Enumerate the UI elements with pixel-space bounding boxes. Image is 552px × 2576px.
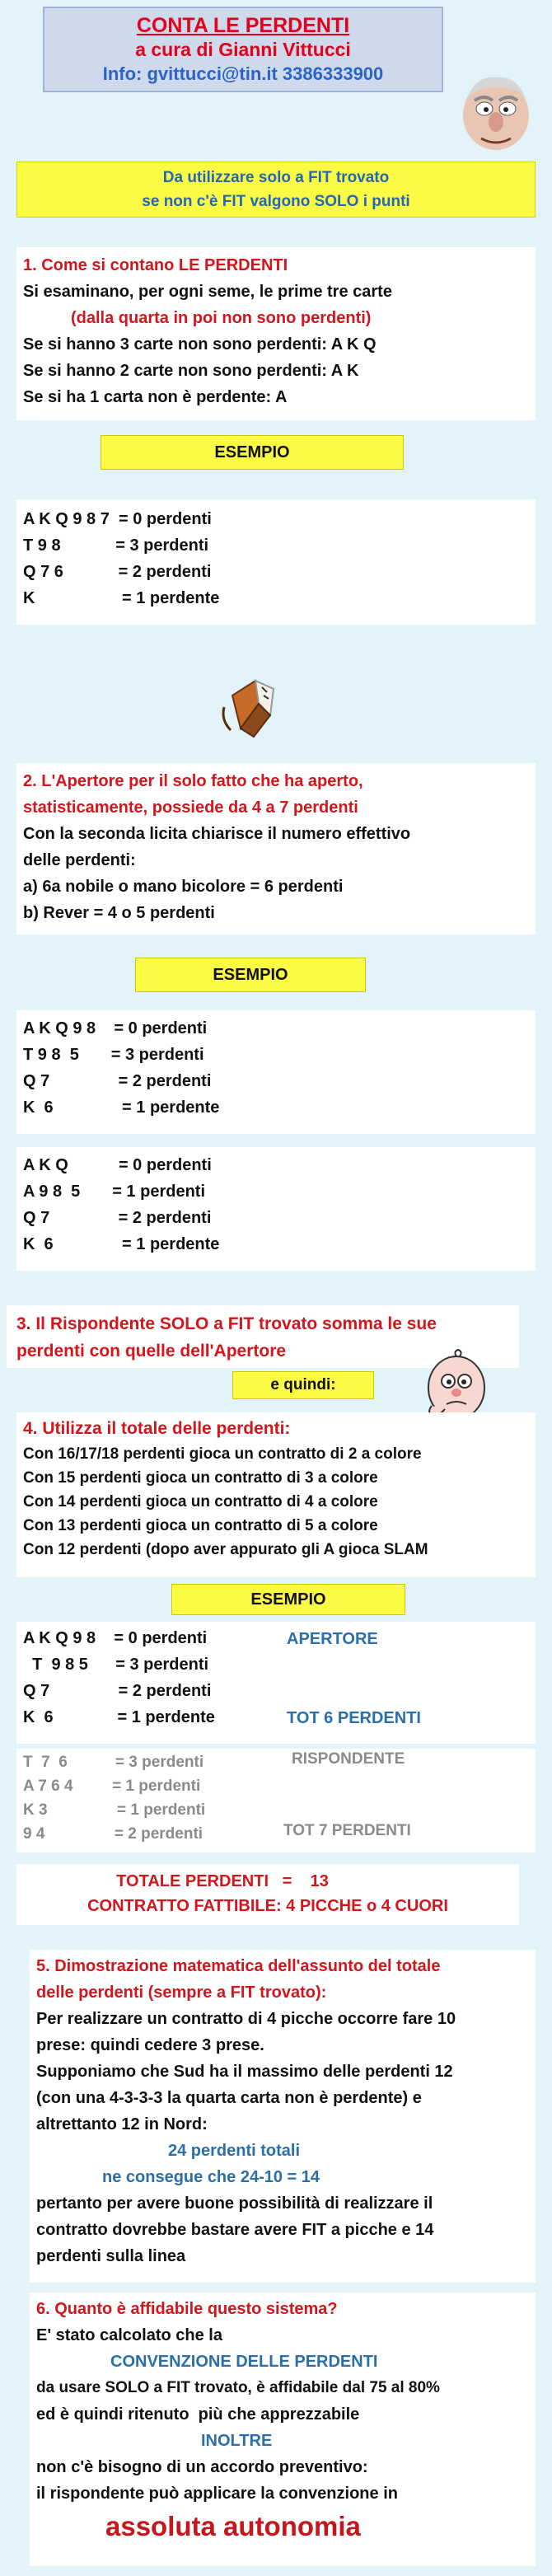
section-5-heading: 5. Dimostrazione matematica dell'assunto del totale: [36, 1957, 441, 1975]
example-label-2: ESEMPIO: [135, 958, 366, 992]
section-5-blue: 24 perdenti totali: [168, 2142, 301, 2160]
section-1-heading: 1. Come si contano LE PERDENTI: [23, 256, 288, 274]
example-2a: [16, 1010, 536, 1134]
opener-row: A K Q 9 8 = 0 perdenti: [23, 1629, 208, 1647]
example-1-row: Q 7 6 = 2 perdenti: [23, 563, 212, 581]
section-4-line: Con 15 perdenti gioca un contratto di 3 a colore: [23, 1469, 378, 1487]
section-5-blue: ne consegue che 24-10 = 14: [102, 2168, 320, 2186]
total-losers: TOTALE PERDENTI = 13: [116, 1872, 329, 1890]
section-5-line: altrettanto 12 in Nord:: [36, 2115, 208, 2133]
opener-row: T 9 8 5 = 3 perdenti: [23, 1656, 209, 1674]
example-label-3: ESEMPIO: [171, 1584, 405, 1615]
section-4-line: Con 16/17/18 perdenti gioca un contratto di 2 a colore: [23, 1445, 422, 1463]
example-1-row: A K Q 9 8 7 = 0 perdenti: [23, 510, 212, 528]
section-4-line: Con 14 perdenti gioca un contratto di 4 a colore: [23, 1493, 378, 1510]
section-3-line: perdenti con quelle dell'Apertore: [16, 1342, 287, 1361]
section-3-line: 3. Il Rispondente SOLO a FIT trovato somma le sue: [16, 1314, 437, 1333]
feasible-contract: CONTRATTO FATTIBILE: 4 PICCHE o 4 CUORI: [87, 1897, 448, 1915]
example-2b: [16, 1147, 536, 1271]
section-5-line: pertanto per avere buone possibilità di realizzare il: [36, 2194, 433, 2213]
responder-row: A 7 6 4 = 1 perdenti: [23, 1777, 201, 1795]
section-5-line: Supponiamo che Sud ha il massimo delle perdenti 12: [36, 2063, 453, 2081]
example-3-responder: [16, 1749, 536, 1852]
section-5-line: perdenti sulla linea: [36, 2247, 186, 2265]
section-6-line: da usare SOLO a FIT trovato, è affidabile dal 75 al 80%: [36, 2379, 440, 2396]
example-2a-row: K 6 = 1 perdente: [23, 1098, 220, 1117]
note-line-2: se non c'è FIT valgono SOLO i punti: [142, 193, 410, 210]
example-2b-row: K 6 = 1 perdente: [23, 1235, 220, 1253]
section-4: [16, 1412, 536, 1577]
section-5-heading: delle perdenti (sempre a FIT trovato):: [36, 1984, 327, 2002]
section-1-line: Se si hanno 2 carte non sono perdenti: A K: [23, 362, 359, 380]
section-4-line: Con 12 perdenti (dopo aver appurato gli A gioca SLAM: [23, 1541, 428, 1558]
tot-responder: TOT 7 PERDENTI: [283, 1822, 411, 1839]
section-2-line: delle perdenti:: [23, 851, 136, 869]
section-4-line: Con 13 perdenti gioca un contratto di 5 a colore: [23, 1517, 378, 1534]
section-1-line: Se si hanno 3 carte non sono perdenti: A K Q: [23, 335, 377, 354]
author-line: a cura di Gianni Vittucci: [135, 39, 351, 60]
e-quindi-label: e quindi:: [232, 1371, 374, 1399]
section-2-heading: 2. L'Apertore per il solo fatto che ha aperto,: [23, 772, 363, 790]
example-2b-row: Q 7 = 2 perdenti: [23, 1209, 212, 1227]
section-2-line: Con la seconda licita chiarisce il numero effettivo: [23, 825, 411, 843]
final-statement: assoluta autonomia: [105, 2511, 361, 2541]
section-6-line: ed è quindi ritenuto più che apprezzabile: [36, 2405, 360, 2424]
page-title: CONTA LE PERDENTI: [136, 14, 350, 37]
example-1-row: T 9 8 = 3 perdenti: [23, 536, 209, 555]
section-6: [30, 2293, 536, 2566]
responder-row: 9 4 = 2 perdenti: [23, 1825, 203, 1843]
section-2-line: a) 6a nobile o mano bicolore = 6 perdenti: [23, 878, 344, 896]
header-box: [43, 7, 443, 92]
example-2b-row: A K Q = 0 perdenti: [23, 1156, 212, 1174]
example-1-row: K = 1 perdente: [23, 589, 220, 607]
section-2: [16, 763, 536, 934]
example-3-opener: [16, 1622, 536, 1744]
responder-row: T 7 6 = 3 perdenti: [23, 1754, 204, 1771]
section-6-line: il rispondente può applicare la convenzione in: [36, 2485, 398, 2503]
example-2b-row: A 9 8 5 = 1 perdenti: [23, 1183, 206, 1201]
example-2a-row: Q 7 = 2 perdenti: [23, 1072, 212, 1090]
section-6-blue: CONVENZIONE DELLE PERDENTI: [110, 2353, 378, 2371]
section-6-line: non c'è bisogno di un accordo preventivo:: [36, 2458, 368, 2476]
responder-row: K 3 = 1 perdenti: [23, 1801, 206, 1819]
section-4-heading: 4. Utilizza il totale delle perdenti:: [23, 1419, 291, 1438]
section-1-line: Se si ha 1 carta non è perdente: A: [23, 388, 288, 406]
section-5-line: prese: quindi cedere 3 prese.: [36, 2036, 264, 2054]
fit-note: [16, 162, 536, 218]
opener-row: Q 7 = 2 perdenti: [23, 1682, 212, 1700]
section-1-line: Si esaminano, per ogni seme, le prime tre carte: [23, 283, 392, 301]
example-label-1: ESEMPIO: [101, 435, 404, 470]
section-5-line: contratto dovrebbe bastare avere FIT a picche e 14: [36, 2221, 434, 2239]
example-2a-row: A K Q 9 8 = 0 perdenti: [23, 1019, 208, 1037]
old-man-face-icon: [451, 69, 540, 155]
section-6-blue: INOLTRE: [201, 2432, 273, 2450]
section-1-red-line: (dalla quarta in poi non sono perdenti): [71, 309, 372, 327]
note-line-1: Da utilizzare solo a FIT trovato: [162, 169, 390, 186]
contact-line: Info: gvittucci@tin.it 3386333900: [102, 63, 384, 84]
example-2a-row: T 9 8 5 = 3 perdenti: [23, 1046, 204, 1064]
section-6-heading: 6. Quanto è affidabile questo sistema?: [36, 2300, 338, 2318]
totals-box: [16, 1864, 519, 1925]
example-1: [16, 499, 536, 625]
rispondente-label: RISPONDENTE: [292, 1750, 405, 1768]
section-6-line: E' stato calcolato che la: [36, 2326, 222, 2344]
opener-row: K 6 = 1 perdente: [23, 1708, 215, 1726]
section-5-line: Per realizzare un contratto di 4 picche occorre fare 10: [36, 2010, 456, 2028]
section-5: [30, 1950, 536, 2283]
tot-opener: TOT 6 PERDENTI: [287, 1709, 421, 1727]
section-5-line: (con una 4-3-3-3 la quarta carta non è perdente) e: [36, 2089, 422, 2107]
section-2-heading: statisticamente, possiede da 4 a 7 perdenti: [23, 799, 358, 817]
apertore-label: APERTORE: [287, 1630, 378, 1648]
section-2-line: b) Rever = 4 o 5 perdenti: [23, 904, 215, 922]
broken-card-icon: [216, 671, 290, 745]
section-1: [16, 247, 536, 420]
